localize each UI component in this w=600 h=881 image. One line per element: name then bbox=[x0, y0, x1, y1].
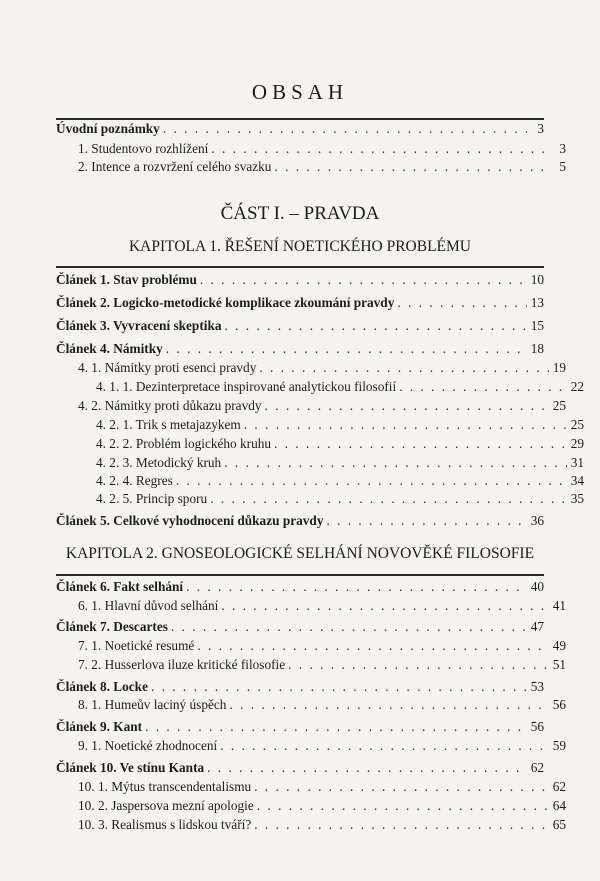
entry-page: 56 bbox=[552, 697, 566, 712]
entry-title: Článek 10. Ve stínu Kanta bbox=[56, 760, 205, 775]
entry-page: 62 bbox=[530, 760, 544, 775]
leader-dots bbox=[186, 577, 527, 597]
entry-page: 40 bbox=[530, 579, 544, 594]
entry-title: Článek 1. Stav problému bbox=[56, 272, 197, 287]
leader-dots bbox=[225, 316, 528, 336]
toc-entry[interactable] bbox=[56, 796, 566, 816]
entry-title: 10. 2. Jaspersova mezní apologie bbox=[78, 798, 254, 813]
entry-title: 8. 1. Humeův laciný úspěch bbox=[78, 697, 227, 712]
entry-title: Úvodní poznámky bbox=[56, 121, 160, 136]
leader-dots bbox=[197, 636, 549, 656]
chapter-2-rule bbox=[56, 574, 544, 576]
leader-dots bbox=[254, 815, 549, 835]
entry-title: 2. Intence a rozvržení celého svazku bbox=[78, 159, 272, 174]
entry-page: 25 bbox=[570, 417, 584, 432]
toc-entry[interactable] bbox=[56, 119, 544, 139]
chapter-1-title: KAPITOLA 1. ŘEŠENÍ NOETICKÉHO PROBLÉMU bbox=[128, 238, 471, 255]
entry-title: 6. 1. Hlavní důvod selhání bbox=[78, 598, 219, 613]
entry-page: 34 bbox=[570, 473, 584, 488]
leader-dots bbox=[220, 736, 549, 756]
leader-dots bbox=[288, 655, 549, 675]
entry-title: Článek 3. Vyvracení skeptika bbox=[56, 318, 222, 333]
toc-entry[interactable] bbox=[56, 596, 566, 616]
entry-title: 9. 1. Noetické zhodnocení bbox=[78, 738, 218, 753]
toc-entry[interactable] bbox=[56, 358, 566, 378]
toc-entry[interactable] bbox=[56, 471, 584, 491]
entry-title: 4. 1. 1. Dezinterpretace inspirované analytickou filosofií bbox=[96, 379, 397, 394]
entry-title: 10. 1. Mýtus transcendentalismu bbox=[78, 779, 252, 794]
entry-page: 29 bbox=[570, 436, 584, 451]
entry-page: 13 bbox=[530, 295, 544, 310]
entry-title: 7. 2. Husserlova iluze kritické filosofie bbox=[78, 657, 286, 672]
entry-title: 4. 2. Námitky proti důkazu pravdy bbox=[78, 398, 262, 413]
entry-title: 4. 2. 4. Regres bbox=[96, 473, 173, 488]
entry-title: 4. 2. 3. Metodický kruh bbox=[96, 455, 222, 470]
toc-entry[interactable] bbox=[56, 316, 544, 336]
entry-page: 65 bbox=[552, 817, 566, 832]
entry-page: 15 bbox=[530, 318, 544, 333]
toc-entry[interactable] bbox=[56, 293, 544, 313]
entry-page: 36 bbox=[530, 513, 544, 528]
toc-entry[interactable] bbox=[56, 636, 566, 656]
leader-dots bbox=[274, 434, 567, 454]
leader-dots bbox=[176, 471, 567, 491]
toc-entry[interactable] bbox=[56, 617, 544, 637]
entry-title: Článek 7. Descartes bbox=[56, 619, 168, 634]
leader-dots bbox=[265, 396, 549, 416]
entry-page: 31 bbox=[570, 455, 584, 470]
entry-page: 35 bbox=[570, 491, 584, 506]
leader-dots bbox=[274, 157, 549, 177]
entry-title: Článek 5. Celkové vyhodnocení důkazu pravdy bbox=[56, 513, 324, 528]
entry-title: 4. 1. Námitky proti esenci pravdy bbox=[78, 360, 257, 375]
entry-page: 25 bbox=[552, 398, 566, 413]
leader-dots bbox=[166, 339, 527, 359]
entry-page: 62 bbox=[552, 779, 566, 794]
entry-title: 4. 2. 5. Princip sporu bbox=[96, 491, 208, 506]
leader-dots bbox=[229, 695, 549, 715]
leader-dots bbox=[221, 596, 549, 616]
entry-title: 7. 1. Noetické resumé bbox=[78, 638, 195, 653]
entry-page: 47 bbox=[530, 619, 544, 634]
toc-heading: OBSAH bbox=[251, 80, 349, 104]
leader-dots bbox=[171, 617, 527, 637]
toc-entry[interactable] bbox=[56, 453, 584, 473]
toc-entry[interactable] bbox=[56, 434, 584, 454]
leader-dots bbox=[326, 511, 527, 531]
leader-dots bbox=[399, 377, 567, 397]
entry-page: 3 bbox=[559, 141, 566, 156]
entry-page: 49 bbox=[552, 638, 566, 653]
leader-dots bbox=[200, 270, 527, 290]
entry-title: Článek 8. Locke bbox=[56, 679, 148, 694]
leader-dots bbox=[244, 415, 567, 435]
toc-entry[interactable] bbox=[56, 396, 566, 416]
entry-page: 53 bbox=[530, 679, 544, 694]
entry-page: 51 bbox=[552, 657, 566, 672]
entry-page: 10 bbox=[530, 272, 544, 287]
toc-entry[interactable] bbox=[56, 777, 566, 797]
leader-dots bbox=[211, 139, 549, 159]
toc-entry[interactable] bbox=[56, 717, 544, 737]
toc-entry[interactable] bbox=[56, 270, 544, 290]
leader-dots bbox=[224, 453, 567, 473]
toc-entry[interactable] bbox=[56, 415, 584, 435]
entry-page: 22 bbox=[570, 379, 584, 394]
entry-title: 4. 2. 1. Trik s metajazykem bbox=[96, 417, 241, 432]
leader-dots bbox=[207, 758, 527, 778]
leader-dots bbox=[259, 358, 549, 378]
entry-page: 56 bbox=[530, 719, 544, 734]
toc-entry[interactable] bbox=[56, 511, 544, 531]
entry-page: 19 bbox=[552, 360, 566, 375]
toc-entry[interactable] bbox=[56, 489, 584, 509]
toc-entry[interactable] bbox=[56, 758, 544, 778]
entry-page: 5 bbox=[559, 159, 566, 174]
entry-title: Článek 9. Kant bbox=[56, 719, 143, 734]
leader-dots bbox=[257, 796, 549, 816]
part-title: ČÁST I. – PRAVDA bbox=[220, 203, 380, 224]
leader-dots bbox=[151, 677, 527, 697]
entry-title: Článek 6. Fakt selhání bbox=[56, 579, 184, 594]
leader-dots bbox=[210, 489, 567, 509]
leader-dots bbox=[163, 119, 527, 139]
entry-page: 64 bbox=[552, 798, 566, 813]
entry-title: 10. 3. Realismus s lidskou tváří? bbox=[78, 817, 252, 832]
toc-entry[interactable] bbox=[56, 577, 544, 597]
leader-dots bbox=[397, 293, 527, 313]
entry-page: 59 bbox=[552, 738, 566, 753]
entry-page: 18 bbox=[530, 341, 544, 356]
toc-entry[interactable] bbox=[56, 695, 566, 715]
toc-entry[interactable] bbox=[56, 339, 544, 359]
leader-dots bbox=[145, 717, 527, 737]
entry-page: 41 bbox=[552, 598, 566, 613]
chapter-1-rule bbox=[56, 266, 544, 268]
toc-entry[interactable] bbox=[56, 677, 544, 697]
entry-title: 4. 2. 2. Problém logického kruhu bbox=[96, 436, 272, 451]
chapter-2-title: KAPITOLA 2. GNOSEOLOGICKÉ SELHÁNÍ NOVOVĚKÉ FILOSOFIE bbox=[65, 545, 535, 562]
entry-title: 1. Studentovo rozhlížení bbox=[78, 141, 209, 156]
toc-entry[interactable] bbox=[56, 377, 584, 397]
toc-entry[interactable] bbox=[56, 815, 566, 835]
toc-entry[interactable] bbox=[56, 157, 566, 177]
toc-entry[interactable] bbox=[56, 655, 566, 675]
toc-entry[interactable] bbox=[56, 736, 566, 756]
toc-entry[interactable] bbox=[56, 139, 566, 159]
leader-dots bbox=[254, 777, 549, 797]
entry-page: 3 bbox=[537, 121, 544, 136]
entry-title: Článek 4. Námitky bbox=[56, 341, 163, 356]
entry-title: Článek 2. Logicko-metodické komplikace zkoumání pravdy bbox=[56, 295, 395, 310]
